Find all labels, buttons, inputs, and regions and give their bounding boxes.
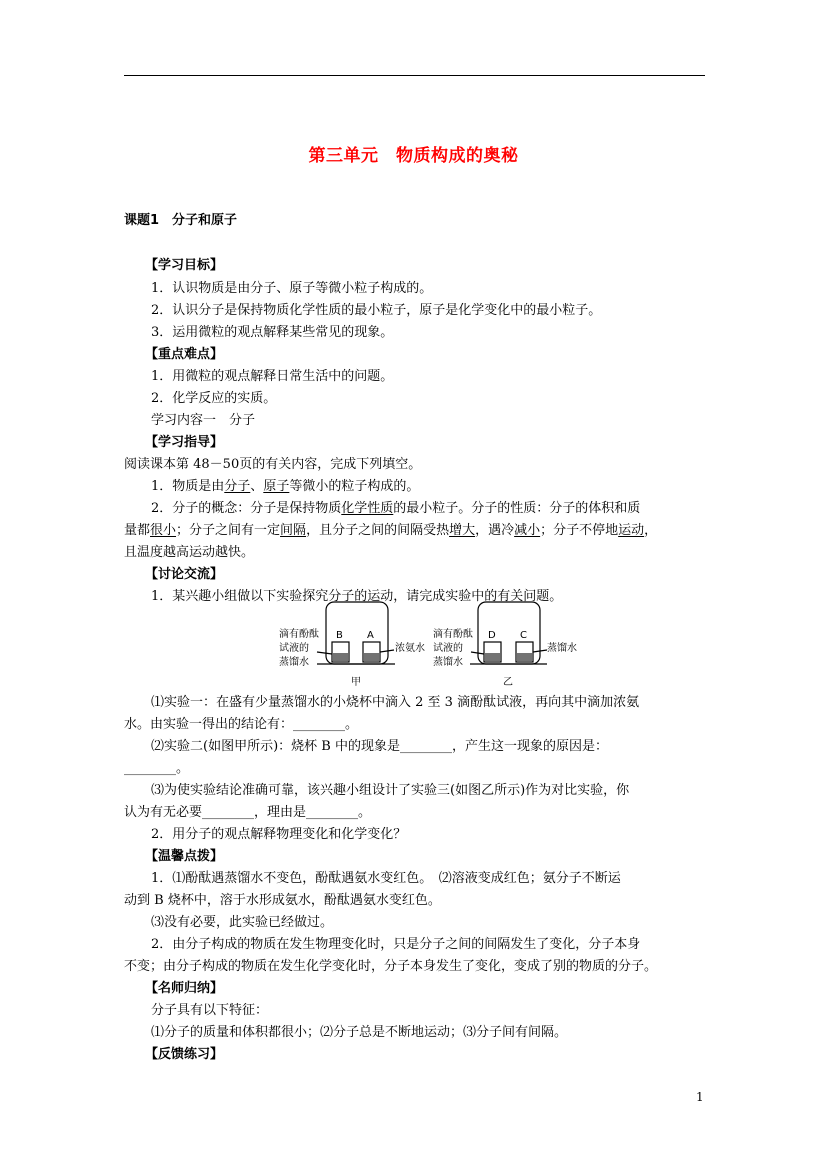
label-line: 蒸馏水 [433,657,463,668]
text-line: 1．用微粒的观点解释日常生活中的问题。 [151,369,394,384]
caption: 甲 [351,677,361,688]
text-line: 学习内容一 分子 [151,413,256,428]
text-line: 分子具有以下特征： [151,1003,269,1018]
label-line: 试液的 [279,643,309,654]
text-line: 1．⑴酚酞遇蒸馏水不变色，酚酞遇氨水变红色。 ⑵溶液变成红色；氨分子不断运 [151,871,621,886]
section-heading: 【学习指导】 [145,435,224,450]
cup-label: A [367,630,374,641]
answer-underline: 化学性质 [341,501,394,516]
text-line: 2．化学反应的实质。 [151,391,277,406]
section-heading: 【名师归纳】 [145,981,224,996]
text-line: ⑴分子的质量和体积都很小；⑵分子总是不断地运动；⑶分子间有间隔。 [151,1025,568,1040]
text-line: 不变；由分子构成的物质在发生化学变化时，分子本身发生了变化，变成了别的物质的分子。 [124,959,658,974]
experiment-figure [277,598,617,690]
caption: 乙 [503,677,513,688]
answer-underline: 运动 [618,523,645,538]
answer-underline: 增大 [449,523,476,538]
text-line: 1．认识物质是由分子、原子等微小粒子构成的。 [151,281,433,296]
text-line: 且温度越高运动越快。 [124,545,255,560]
side-label: 蒸馏水 [547,643,577,654]
cup-label: D [488,630,496,641]
text-line: ⑴实验一：在盛有少量蒸馏水的小烧杯中滴入 2 至 3 滴酚酞试液，再向其中滴加浓氨 [151,695,640,710]
text-line: 2．由分子构成的物质在发生物理变化时，只是分子之间的间隔发生了变化，分子本身 [151,937,641,952]
lesson-title: 课题1 分子和原子 [124,213,238,228]
answer-underline: 很小 [150,523,177,538]
text-span: ， [644,523,658,538]
unit-title: 第三单元 物质构成的奥秘 [308,146,519,166]
label-line: 试液的 [433,643,463,654]
text-span: 、 [250,479,264,494]
text-line: 2．认识分子是保持物质化学性质的最小粒子，原子是化学变化中的最小粒子。 [151,303,602,318]
text-line: 1．某兴趣小组做以下实验探究分子的运动，请完成实验中的有关问题。 [151,589,563,604]
text-span: 1．物质是由 [151,479,225,494]
cup-label: B [336,630,343,641]
fill-line [124,523,657,539]
text-span: 2．分子的概念：分子是保持物质 [151,501,342,516]
section-heading: 【学习目标】 [145,258,224,273]
text-line: 认为有无必要________，理由是________。 [124,805,372,820]
label-line: 蒸馏水 [279,657,309,668]
text-span: 的最小粒子。分子的性质：分子的体积和质 [393,501,641,516]
section-heading: 【重点难点】 [145,347,224,362]
text-line: 2．用分子的观点解释物理变化和化学变化？ [151,827,407,842]
answer-underline: 原子 [263,479,290,494]
side-label: 浓氨水 [395,643,425,654]
text-line: 动到 B 烧杯中，溶于水形成氨水，酚酞遇氨水变红色。 [124,893,441,908]
label-line: 滴有酚酞 [279,629,319,640]
text-span: ；分子不停地 [540,523,619,538]
text-line: 3．运用微粒的观点解释某些常见的现象。 [151,325,394,340]
label-line: 滴有酚酞 [433,629,473,640]
answer-underline: 分子 [224,479,251,494]
text-line: ⑶为使实验结论准确可靠，该兴趣小组设计了实验三(如图乙所示)作为对比实验，你 [151,783,630,798]
text-span: 等微小的粒子构成的。 [289,479,420,494]
cup-label: C [520,630,527,641]
answer-underline: 减小 [514,523,541,538]
answer-underline: 间隔 [280,523,307,538]
fill-line [151,479,419,495]
text-line: 水。由实验一得出的结论有：________。 [124,717,359,732]
fill-line [151,501,640,517]
text-line: 阅读课本第 48－50页的有关内容，完成下列填空。 [124,457,422,472]
section-heading: 【讨论交流】 [145,567,224,582]
text-span: 量都 [124,523,151,538]
section-heading: 【反馈练习】 [145,1047,224,1062]
text-span: ；分子之间有一定 [176,523,281,538]
text-line: ________。 [124,761,190,776]
text-span: ，且分子之间的间隔受热 [306,523,450,538]
section-heading: 【温馨点拨】 [145,849,224,864]
header-rule [124,75,705,76]
text-span: ，遇冷 [475,523,515,538]
text-line: ⑶没有必要，此实验已经做过。 [151,915,334,930]
page-number: 1 [696,1090,704,1104]
text-line: ⑵实验二(如图甲所示)：烧杯 B 中的现象是________，产生这一现象的原因是： [151,739,608,754]
